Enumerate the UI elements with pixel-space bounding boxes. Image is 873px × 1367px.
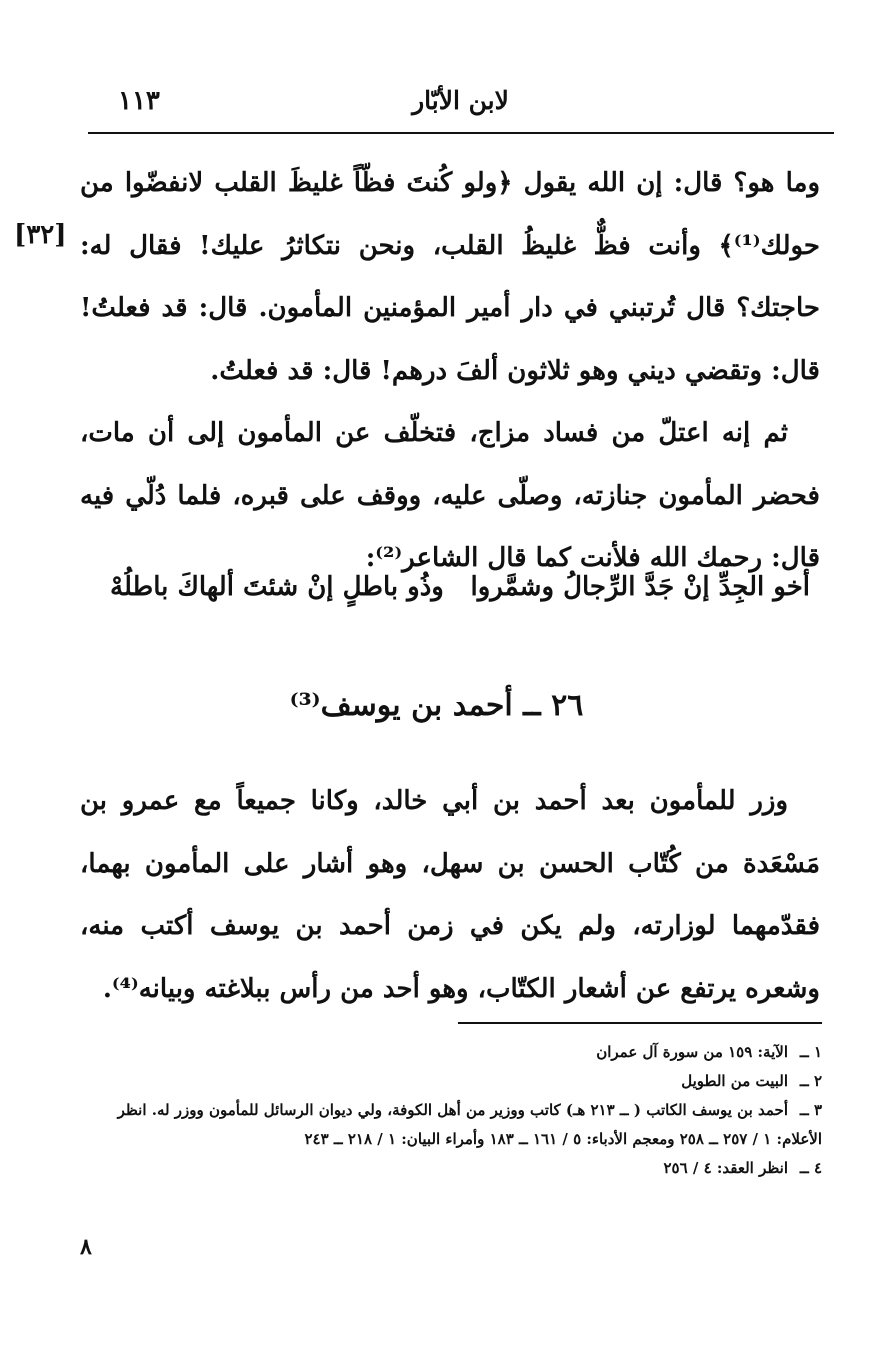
verse-first-hemistich: أخو الجِدِّ إنْ جَدَّ الرِّجالُ وشمَّروا — [470, 572, 810, 602]
footnote-item — [80, 1038, 822, 1067]
footnote-text: أحمد بن يوسف الكاتب ( ــ ٢١٣ هـ) كاتب ووزير من أهل الكوفة، ولي ديوان الرسائل للمأمون ووزر له. انظر الأعلام: ١ / ٢٥٧ ــ ٢٥٨ ومعجم الأدباء: ٥ / ١٦١ ــ ١٨٣ وأمراء البيان: ١ / ٢١٨ ــ ٢٤٣ — [117, 1101, 822, 1148]
running-title: لابن الأبّار — [412, 86, 509, 115]
footnote-item — [80, 1067, 822, 1096]
page-number: ١١٣ — [118, 86, 160, 116]
section-heading: ٢٦ ــ أحمد بن يوسف⁽³⁾ — [289, 688, 584, 723]
footnote-text: انظر العقد: ٤ / ٢٥٦ — [663, 1159, 788, 1177]
margin-page-reference: [٣٢] — [14, 220, 67, 250]
footnote-text: الآية: ١٥٩ من سورة آل عمران — [596, 1043, 788, 1061]
header-rule — [88, 132, 834, 134]
section-text-block — [80, 770, 820, 1020]
footnote-number: ٣ ــ — [799, 1101, 822, 1119]
footnote-number: ٢ ــ — [799, 1072, 822, 1090]
footnotes — [80, 1038, 822, 1183]
footnote-item — [80, 1096, 822, 1154]
footnote-number: ١ ــ — [799, 1043, 822, 1061]
paragraph-death: ثم إنه اعتلّ من فساد مزاج، فتخلّف عن المأمون إلى أن مات، فحضر المأمون جنازته، وصلّى عليه، ووقف على قبره، فلما دُلّي فيه قال: رحمك الله فلأنت كما قال الشاعر⁽²⁾: — [80, 418, 820, 573]
footnote-number: ٤ ــ — [799, 1159, 822, 1177]
signature-mark: ٨ — [80, 1234, 92, 1260]
verse-second-hemistich: وذُو باطلٍ إنْ شئتَ ألهاكَ باطلُهْ — [110, 572, 444, 602]
main-text-block — [80, 152, 820, 590]
paragraph-biography: وزر للمأمون بعد أحمد بن أبي خالد، وكانا جميعاً مع عمرو بن مَسْعَدة من كُتّاب الحسن بن سهل، وهو أشار على المأمون بهما، فقدّمهما لوزارته، ولم يكن في زمن أحمد بن يوسف أكتب منه، وشعره يرتفع عن أشعار الكتّاب، وهو أحد من رأس ببلاغته وبيانه⁽⁴⁾. — [80, 786, 820, 1004]
footnote-text: البيت من الطويل — [681, 1072, 788, 1090]
verse-line — [110, 572, 810, 632]
footnote-item — [80, 1154, 822, 1183]
page-header — [118, 86, 803, 126]
paragraph-dialogue: وما هو؟ قال: إن الله يقول ﴿ولو كُنتَ فظّاً غليظَ القلب لانفضّوا من حولك⁽¹⁾﴾ وأنت فظٌّ غليظُ القلب، ونحن نتكاثرُ عليك! فقال له: حاجتك؟ قال تُرتبني في دار أمير المؤمنين المأمون. قال: قد فعلتُ! قال: وتقضي ديني وهو ثلاثون ألفَ درهم! قال: قد فعلتُ. — [80, 168, 820, 386]
footnote-rule — [458, 1022, 822, 1024]
